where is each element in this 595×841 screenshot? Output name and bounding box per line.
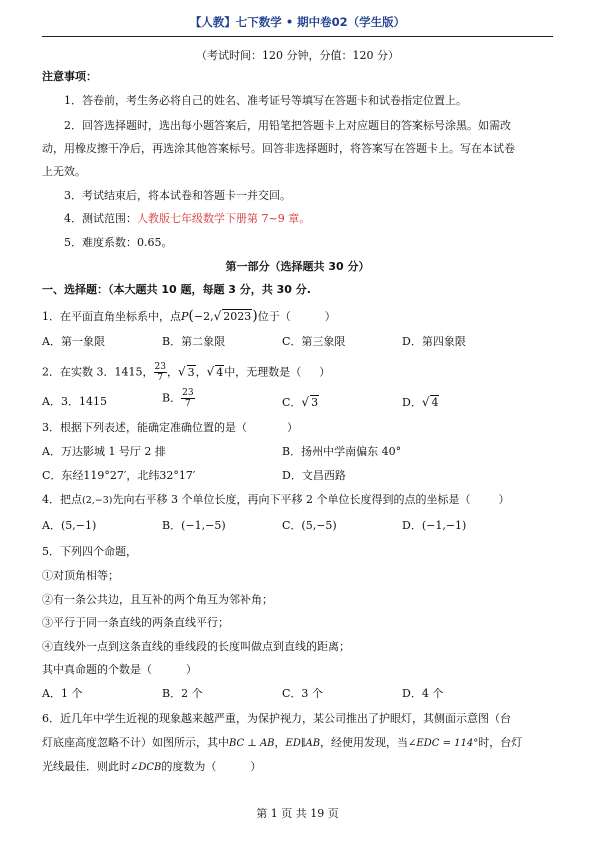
- q2-option-b: B． $\frac{23}{7}$: [162, 388, 194, 409]
- q5-option-a: A．1 个: [42, 687, 83, 700]
- question-3: 3．根据下列表述，能确定准确位置的是（ ）: [42, 421, 298, 434]
- q5-question: 其中真命题的个数是（ ）: [42, 663, 197, 676]
- question-5: 5．下列四个命题，: [42, 545, 137, 558]
- q4-option-b: B．(−1,−5): [162, 519, 226, 532]
- q2-suffix: 中，无理数是（: [224, 365, 302, 379]
- note-4-scope: 人教版七年级数学下册第 7~9 章。: [137, 212, 311, 225]
- q3-option-a: A．万达影城 1 号厅 2 排: [42, 445, 166, 458]
- note-2-cont: 动，用橡皮擦干净后，再选涂其他答案标号。回答非选择题时，将答案写在答题卡上。写在本试卷: [42, 142, 515, 155]
- q5-option-d: D．4 个: [402, 687, 444, 700]
- q1-coord-y: 2023: [223, 310, 252, 323]
- q2-option-a: A．3．1415: [42, 395, 107, 408]
- note-2: 2．回答选择题时，选出每小题答案后，用铅笔把答题卡上对应题目的答案标号涂黑。如需改: [64, 119, 511, 132]
- question-6: 6．近几年中学生近视的现象越来越严重，为保护视力，某公司推出了护眼灯，其侧面示意图（台: [42, 712, 511, 725]
- q5-statement-2: ②有一条公共边，且互补的两个角互为邻补角；: [42, 593, 273, 606]
- q4-option-c: C．(5,−5): [282, 519, 337, 532]
- q1-close: ）: [324, 310, 336, 323]
- q6-line-2: 灯底座高度忽略不计）如图所示，其中BC ⊥ AB，ED∥AB，经使用发现，当∠EDC = 114°时，台灯: [42, 736, 523, 749]
- header-divider: [42, 36, 553, 37]
- exam-info: （考试时间：120 分钟，分值：120 分）: [196, 49, 399, 62]
- note-5: 5．难度系数：0.65。: [64, 236, 173, 249]
- q6-line-3: 光线最佳．则此时∠DCB的度数为（ ）: [42, 760, 262, 773]
- q3-option-d: D．文昌西路: [282, 469, 346, 482]
- q3-option-b: B．扬州中学南偏东 40°: [282, 445, 402, 458]
- q1-option-d: D．第四象限: [402, 335, 466, 348]
- q2-sqrt-4: 4: [216, 365, 224, 379]
- q1-option-a: A．第一象限: [42, 335, 105, 348]
- q1-option-b: B．第二象限: [162, 335, 226, 348]
- page-footer: 第 1 页 共 19 页: [256, 807, 339, 820]
- q4-option-d: D．(−1,−1): [402, 519, 467, 532]
- q1-point: P: [181, 310, 189, 323]
- page-header: 【人教】七下数学 • 期中卷02（学生版）: [189, 15, 406, 29]
- q5-statement-1: ①对顶角相等；: [42, 569, 119, 582]
- q2-sqrt-3: 3: [187, 365, 195, 379]
- q5-statement-4: ④直线外一点到这条直线的垂线段的长度叫做点到直线的距离；: [42, 640, 350, 653]
- note-2-end: 上无效。: [42, 165, 86, 178]
- q3-option-c: C．东经119°27′，北纬32°17′: [42, 469, 196, 482]
- q2-option-c: C．√ 3: [282, 395, 319, 409]
- q1-coord-x: −2,: [193, 310, 214, 323]
- question-4: 4．把点(2,−3)先向右平移 3 个单位长度，再向下平移 2 个单位长度得到的点的坐标是（ ）: [42, 493, 510, 506]
- note-4-label: 4．测试范围：: [64, 212, 137, 225]
- q2-option-d: D．√ 4: [402, 395, 439, 409]
- q5-option-c: C．3 个: [282, 687, 323, 700]
- q4-option-a: A．(5,−1): [42, 519, 97, 532]
- q5-statement-3: ③平行于同一条直线的两条直线平行；: [42, 616, 229, 629]
- note-3: 3．考试结束后，将本试卷和答题卡一并交回。: [64, 189, 291, 202]
- question-2: 2．在实数 3．1415， $\frac{23}{7}$ ，√ 3，√ 4中，无理数是（ ）: [42, 362, 331, 383]
- question-1: 1．在平面直角坐标系中，点P(−2,√ 2023)位于（ ）: [42, 308, 336, 324]
- part-title: 第一部分（选择题共 30 分）: [225, 260, 370, 273]
- note-4: [64, 212, 310, 226]
- note-1: 1．答卷前，考生务必将自己的姓名、准考证号等填写在答题卡和试卷指定位置上。: [64, 94, 467, 107]
- q1-suffix: 位于（: [257, 310, 291, 323]
- section-title: 一、选择题：（本大题共 10 题，每题 3 分，共 30 分.: [42, 283, 311, 296]
- q1-option-c: C．第三象限: [282, 335, 346, 348]
- q1-prefix: 1．在平面直角坐标系中，点: [42, 310, 181, 323]
- notes-title: 注意事项：: [42, 70, 97, 83]
- q2-prefix: 2．在实数 3．1415，: [42, 365, 154, 379]
- q2-fraction: $\frac{23}{7}$: [154, 362, 166, 383]
- q4-point: (2,−3): [82, 495, 113, 506]
- q5-option-b: B．2 个: [162, 687, 203, 700]
